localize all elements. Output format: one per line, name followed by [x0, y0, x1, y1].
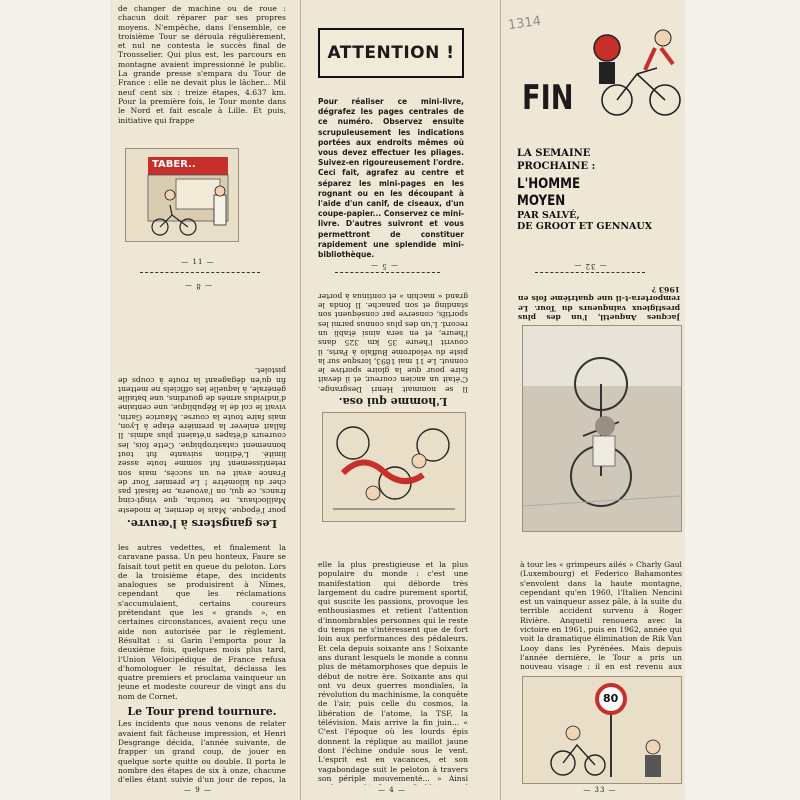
fin-cyclist-illustration	[585, 8, 685, 118]
gangsters-heading: Les gangsters à l'œuvre.	[126, 517, 278, 530]
next-week-line2: PROCHAINE :	[517, 161, 596, 172]
speed-sign-illustration	[522, 676, 682, 784]
crash-drawing	[323, 413, 465, 521]
homme-qui-osa-heading: L'homme qui osa.	[338, 395, 448, 408]
tour-tournure-heading: Le Tour prend tournure.	[127, 705, 277, 719]
crash-illustration	[322, 412, 466, 522]
column3-bottom-text: à tour les « grimpeurs ailés » Charly Gaul (Luxembourg) et Federico Bahamontes s'envolent dans la haute montagne, cependant qu'en 1960, l'Italien Nencini est un vainqueur assez pâle, à la suite du terrible accident survenu à Roger Rivière. Anquetil renouera avec la victoire en 1961, puis en 1962, année qui voit la dramatique élimination de Rik Van Looy dans les Pyrénées. Mais depuis l'année dernière, le Tour a pris un nouveau visage : il en est revenu aux	[520, 560, 682, 672]
fold-line-top-middle	[335, 272, 440, 274]
fold-line-top-right	[535, 272, 645, 274]
column1-bottom-text: les autres vedettes, et finalement la caravane passa. Un peu honteux, Faure se faisait tout petit en queue du peloton. Lors de la troisième étape, des incidents analogues se produisirent à Nîmes, cependant que les réclamations s'accumulaient, certains coureurs prétendant que les « grands », en certaines circonstances, avaient reçu une aide non autorisée par le règlement. Résultat : si Garin l'emporta pour la deuxième fois, quelques mois plus tard, l'Union Vélocipédique de France refusa d'homologuer le résultat, déclassa les quatre premiers et proclama vainqueur un jeune et modeste coureur de vingt ans du nom de Cornet. Le Tour prend tournure. Les incidents que nous venons de relater avaient fait fâcheuse impression, et Henri Desgrange décida, l'année suivante, de frapper un grand coup, de jouer en quelque sorte quitte ou double. Il porta le nombre des étapes de six à onze, chacune d'elles étant suivie d'un jour de repos, la	[118, 543, 286, 785]
column1-middle-text: Les gangsters à l'œuvre. pour l'époque. Mais le dernier, le modeste Maillochaux, ne toucha, que vingt-cinq francs, ce qui, on l'avouera, ne faisait pas cher du kilomètre ! Le premier Tour de France avait eu un succès, mais son retentissement fut somme toute assez limité. L'édition suivante fut tout bonnement catastrophique. Cette fois, les coureurs d'étapes n'étaient plus admis. Il fallait enlever la première étape à Lyon, mais faire toute la course. Maurice Garin, vivait le col de la République, une centaine d'individus armés de gourdins, une bataille générale, à laquelle les officiels ne mettent fin qu'en dégageant la route à coups de pistolet.	[118, 366, 286, 530]
column2-bottom-text: elle la plus prestigieuse et la plus populaire du monde : c'est une manifestation qui déborde très largement du cadre purement sportif, qui suscite les passions, provoque les enthousiasmes et retient l'attention d'innombrables personnes qui le reste du temps ne s'intéressent que de fort loin aux performances des pédaleurs. Et cela depuis soixante ans ! Soixante ans durant lesquels le monde a connu plus de métamorphoses que depuis le début de notre ère. Soixante ans qui ont vu deux guerres mondiales, la révolution du machinisme, la conquête de l'air, puis celle du cosmos, la libération de l'atome, la TSF, la télévision. Mais arrive la fin juin... « C'est l'époque où les lourds épis donnent la réplique au maillot jaune dont l'échine ondule sous le vent. L'esprit est en vacances, et son vagabondage suit le peloton à travers son périple mouvementé... » Ainsi	[318, 560, 468, 783]
page-number-5-flipped: — 5 —	[370, 262, 398, 270]
next-title-line1: L'HOMME	[517, 176, 581, 192]
speed-sign-number: 80	[603, 692, 619, 705]
page-number-9: — 9 —	[184, 786, 212, 794]
anquetil-photo-drawing	[523, 326, 681, 531]
shop-sign-label: TABER..	[152, 159, 196, 170]
next-authors-line2: DE GROOT ET GENNAUX	[517, 221, 653, 232]
next-authors-line1: PAR SALVÉ,	[517, 210, 580, 221]
page-number-4: — 4 —	[378, 786, 406, 794]
anquetil-photo	[522, 325, 682, 532]
handwritten-number: 1314	[507, 13, 542, 34]
anquetil-caption: Jacques Anquetil, l'un des plus prestigieux vainqueurs du Tour. Le remportera-t-il une quatrième fois en 1963 ?	[518, 285, 680, 322]
next-week-line1: LA SEMAINE	[517, 148, 591, 159]
attention-title: ATTENTION !	[318, 28, 464, 78]
attention-instructions: Pour réaliser ce mini-livre, dégrafez les pages centrales de ce numéro. Observez ensuite scrupuleusement les indications portées aux endroits mêmes où vous devez effectuer les pliages. Suivez-en rigoureusement l'ordre. Ceci fait, agrafez au centre et séparez les mini-pages en les rognant ou en les découpant à l'aide d'un canif, de ciseaux, d'un coupe-papier... Conservez ce mini-livre. D'autres suivront et vous permettront de constituer rapidement une splendide mini-bibliothèque.	[318, 97, 464, 260]
page-number-32-flipped: — 32 —	[573, 262, 607, 270]
page-number-8-flipped: — 8 —	[184, 282, 212, 290]
column2-middle-text: L'homme qui osa. Il se nommait Henri Desgrange. C'était un ancien coureur, et il devait faire pour que la gloire sportive le connut. Le 11 mai 1893, lorsque sur la piste du vélodrome Buffalo à Paris, il couvrit l'heure 35 km 325 dans l'heure, et en sera ainsi établi un record. L'un des plus connus parmi les sportifs, conserve par conséquent son standing et son panache. Il fonda le grand « machin » et continua à porter	[318, 291, 468, 408]
speed-sign-drawing	[523, 677, 681, 783]
column-rule-right	[500, 0, 501, 800]
fold-line-top-left	[140, 272, 260, 274]
next-week-block	[517, 148, 687, 232]
column-rule-left	[300, 0, 301, 800]
fin-title: FIN	[522, 78, 574, 118]
page-number-11: — 11 —	[181, 258, 215, 266]
page-number-33: — 33 —	[583, 786, 617, 794]
column1-top-text: de changer de machine ou de roue : chacun doit réparer par ses propres moyens. N'empêche, dans l'ensemble, ce troisième Tour se déroula régulièrement, et nul ne contesta le succès final de Trousselier. Qui plus est, les parcours en montagne avaient impressionné le public. La grande presse s'empara du Tour de France : elle ne devait plus le lâcher... Mil neuf cent six : treize étapes, 4.637 km. Pour la première fois, le Tour monte dans le Nord et fait escale à Lille. Et puis, initiative qui frappe	[118, 4, 286, 125]
next-title-line2: MOYEN	[517, 193, 566, 209]
cyclist-shop-illustration	[125, 148, 239, 242]
